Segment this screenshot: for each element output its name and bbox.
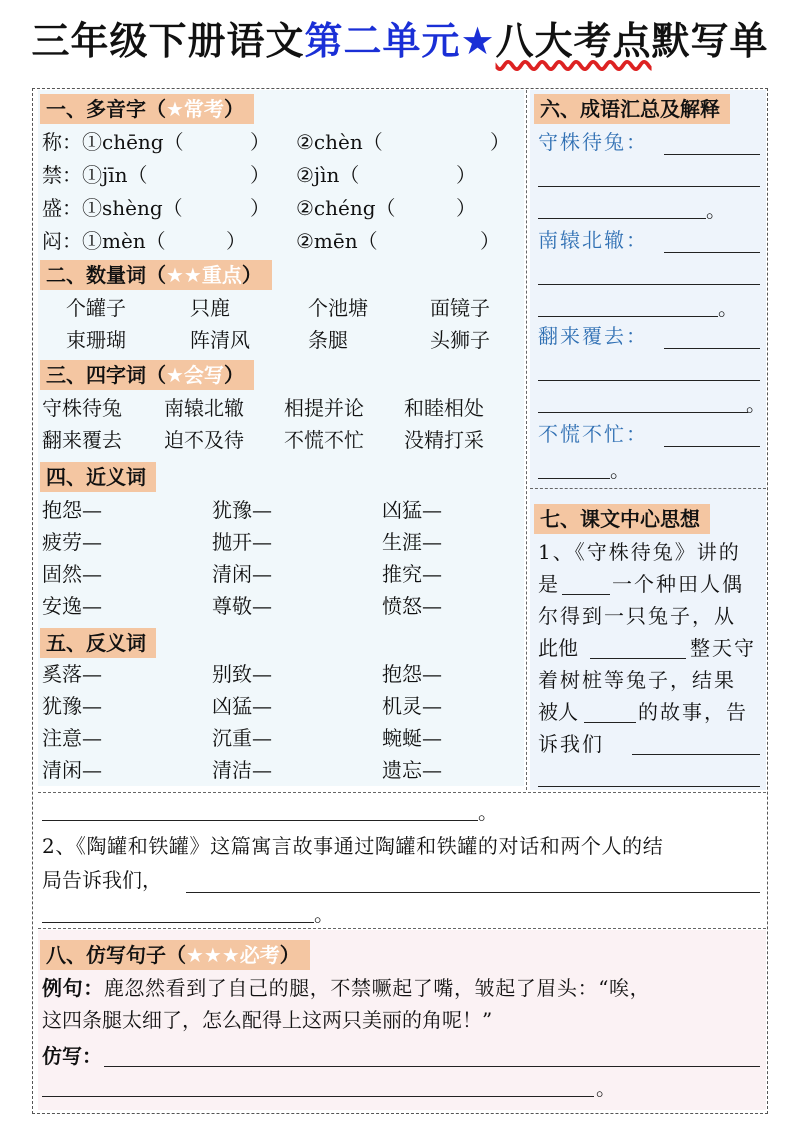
title-part2: 第二单元★	[304, 19, 496, 63]
section4-heading: 四、近义词	[40, 462, 156, 492]
answer-line[interactable]	[42, 1096, 594, 1097]
summary-line: 的故事，告	[638, 700, 748, 724]
summary-line: 诉我们	[538, 732, 604, 756]
answer-line[interactable]	[538, 186, 760, 187]
mid-divider	[38, 792, 766, 793]
bottom-divider	[38, 928, 766, 929]
summary-line: 一个种田人偶	[612, 572, 744, 596]
answer-line[interactable]	[42, 922, 314, 923]
period: 。	[596, 1076, 616, 1100]
summary-line: 整天守	[690, 636, 756, 660]
answer-line[interactable]	[538, 412, 748, 413]
antonym-item: 机灵—	[382, 694, 442, 718]
idiom-label: 南辕北辙：	[538, 228, 648, 252]
answer-line[interactable]	[584, 722, 636, 723]
polyphone-row-2b: ②jìn（	[296, 163, 360, 187]
synonym-item: 推究—	[382, 562, 442, 586]
antonym-item: 清洁—	[212, 758, 272, 782]
title-part1: 三年级下册语文	[31, 19, 305, 63]
answer-line[interactable]	[104, 1066, 760, 1067]
title-part3: 八大考点	[495, 19, 652, 63]
synonym-item: 抛开—	[212, 530, 272, 554]
polyphone-row-1b: ②chèn（	[296, 130, 383, 154]
measure-word: 只鹿	[190, 296, 230, 320]
four-char-word: 南辕北辙	[164, 396, 244, 420]
four-char-word: 迫不及待	[164, 428, 244, 452]
four-char-word: 不慌不忙	[284, 428, 364, 452]
measure-word: 个罐子	[66, 296, 126, 320]
period: 。	[746, 392, 766, 416]
antonym-item: 奚落—	[42, 662, 102, 686]
polyphone-row-3: 盛：①shèng（	[42, 196, 183, 220]
answer-line[interactable]	[632, 754, 760, 755]
synonym-item: 固然—	[42, 562, 102, 586]
polyphone-row-2: 禁：①jīn（	[42, 163, 148, 187]
answer-line[interactable]	[186, 892, 760, 893]
synonym-item: 抱怨—	[42, 498, 102, 522]
synonym-item: 犹豫—	[212, 498, 272, 522]
section1-heading: 一、多音字（★常考）	[40, 94, 254, 124]
period: 。	[478, 800, 498, 824]
column-divider	[526, 90, 527, 790]
four-char-word: 翻来覆去	[42, 428, 122, 452]
period: 。	[314, 902, 334, 926]
polyphone-row-3b: ②chéng（	[296, 196, 396, 220]
example-sentence: 这四条腿太细了，怎么配得上这两只美丽的角呢！”	[42, 1008, 493, 1032]
summary-line: 被人	[538, 700, 578, 724]
polyphone-close: ）	[250, 163, 270, 187]
answer-line[interactable]	[664, 154, 760, 155]
summary-line: 此他	[538, 636, 578, 660]
example-sentence: 例句：鹿忽然看到了自己的腿，不禁噘起了嘴，皱起了眉头：“唉，	[42, 976, 651, 1000]
synonym-item: 愤怒—	[382, 594, 442, 618]
four-char-word: 相提并论	[284, 396, 364, 420]
period: 。	[610, 458, 630, 482]
antonym-item: 沉重—	[212, 726, 272, 750]
section8-heading: 八、仿写句子（★★★必考）	[40, 940, 310, 970]
summary-line: 1、《守株待兔》讲的	[538, 540, 741, 564]
polyphone-close: ）	[250, 130, 270, 154]
polyphone-close: ）	[490, 130, 510, 154]
right-divider	[530, 488, 766, 489]
measure-word: 面镜子	[430, 296, 490, 320]
answer-line[interactable]	[664, 348, 760, 349]
antonym-item: 注意—	[42, 726, 102, 750]
four-char-word: 守株待兔	[42, 396, 122, 420]
antonym-item: 别致—	[212, 662, 272, 686]
section5-heading: 五、反义词	[40, 628, 156, 658]
polyphone-row-4: 闷：①mèn（	[42, 229, 166, 253]
measure-word: 束珊瑚	[66, 328, 126, 352]
polyphone-close: ）	[456, 196, 476, 220]
polyphone-close: ）	[480, 229, 500, 253]
summary-line: 局告诉我们，	[42, 868, 162, 892]
antonym-item: 清闲—	[42, 758, 102, 782]
synonym-item: 生涯—	[382, 530, 442, 554]
answer-line[interactable]	[538, 478, 610, 479]
period: 。	[718, 296, 738, 320]
synonym-item: 疲劳—	[42, 530, 102, 554]
antonym-item: 凶猛—	[212, 694, 272, 718]
polyphone-close: ）	[250, 196, 270, 220]
imitation-label: 仿写：	[42, 1044, 102, 1068]
antonym-item: 遗忘—	[382, 758, 442, 782]
idiom-label: 不慌不忙：	[538, 422, 648, 446]
section7-heading: 七、课文中心思想	[534, 504, 710, 534]
answer-line[interactable]	[538, 284, 760, 285]
answer-line[interactable]	[664, 252, 760, 253]
antonym-item: 犹豫—	[42, 694, 102, 718]
summary-line: 着树桩等兔子，结果	[538, 668, 736, 692]
polyphone-close: ）	[456, 163, 476, 187]
idiom-label: 翻来覆去：	[538, 324, 648, 348]
polyphone-row-4b: ②mēn（	[296, 229, 378, 253]
synonym-item: 凶猛—	[382, 498, 442, 522]
answer-line[interactable]	[590, 658, 686, 659]
antonym-item: 蜿蜒—	[382, 726, 442, 750]
section3-heading: 三、四字词（★会写）	[40, 360, 254, 390]
answer-line[interactable]	[664, 446, 760, 447]
page-title	[0, 10, 800, 65]
summary-line: 2、《陶罐和铁罐》这篇寓言故事通过陶罐和铁罐的对话和两个人的结	[42, 834, 664, 858]
synonym-item: 安逸—	[42, 594, 102, 618]
measure-word: 阵清风	[190, 328, 250, 352]
answer-line[interactable]	[562, 594, 610, 595]
answer-line[interactable]	[538, 380, 760, 381]
summary-line: 是	[538, 572, 558, 596]
idiom-label: 守株待兔：	[538, 130, 648, 154]
measure-word: 个池塘	[308, 296, 368, 320]
period: 。	[706, 198, 726, 222]
four-char-word: 没精打采	[404, 428, 484, 452]
synonym-item: 尊敬—	[212, 594, 272, 618]
title-part4: 默写单	[651, 19, 769, 63]
antonym-item: 抱怨—	[382, 662, 442, 686]
answer-line[interactable]	[42, 820, 478, 821]
summary-line: 尔得到一只兔子，从	[538, 604, 736, 628]
measure-word: 条腿	[308, 328, 348, 352]
polyphone-close: ）	[226, 229, 246, 253]
synonym-item: 清闲—	[212, 562, 272, 586]
answer-line[interactable]	[538, 218, 706, 219]
polyphone-row-1: 称：①chēng（	[42, 130, 184, 154]
answer-line[interactable]	[538, 316, 718, 317]
four-char-word: 和睦相处	[404, 396, 484, 420]
section6-heading: 六、成语汇总及解释	[534, 94, 730, 124]
answer-line[interactable]	[538, 786, 760, 787]
measure-word: 头狮子	[430, 328, 490, 352]
section2-heading: 二、数量词（★★重点）	[40, 260, 272, 290]
